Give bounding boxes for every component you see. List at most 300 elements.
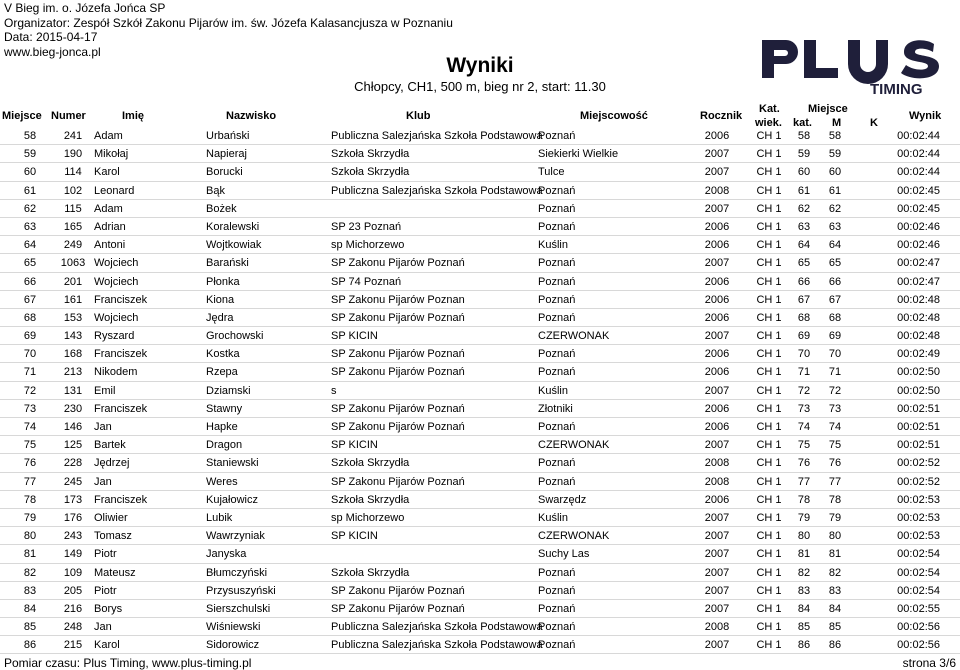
cell-nazwisko: Błumczyński [206, 566, 268, 579]
cell-kat: CH 1 [756, 602, 782, 615]
table-row [0, 564, 960, 582]
cell-katm: 75 [797, 439, 811, 452]
cell-imie: Mikołaj [94, 148, 129, 161]
cell-miasto: Poznań [538, 366, 576, 379]
cell-wynik: 00:02:45 [897, 184, 940, 197]
cell-kat: CH 1 [756, 220, 782, 233]
table-row [0, 582, 960, 600]
cell-rocznik: 2006 [704, 402, 730, 415]
cell-m: 63 [828, 220, 842, 233]
organizer: Organizator: Zespół Szkół Zakonu Pijarów im. św. Józefa Kalasancjusza w Poznaniu [4, 15, 453, 30]
cell-imie: Ryszard [94, 330, 135, 343]
cell-wynik: 00:02:51 [897, 402, 940, 415]
cell-m: 78 [828, 493, 842, 506]
cell-katm: 84 [797, 602, 811, 615]
cell-numer: 165 [63, 220, 83, 233]
cell-wynik: 00:02:50 [897, 366, 940, 379]
cell-miasto: Poznań [538, 184, 576, 197]
cell-rocznik: 2006 [704, 220, 730, 233]
cell-miasto: Poznań [538, 275, 576, 288]
cell-rocznik: 2006 [704, 239, 730, 252]
cell-wynik: 00:02:44 [897, 130, 940, 142]
cell-kat: CH 1 [756, 293, 782, 306]
cell-numer: 213 [63, 366, 83, 379]
cell-wynik: 00:02:48 [897, 330, 940, 343]
cell-wynik: 00:02:44 [897, 148, 940, 161]
cell-miejsce: 85 [23, 621, 37, 634]
header-miejsce-k: K [870, 117, 878, 129]
table-row [0, 363, 960, 381]
table-row [0, 400, 960, 418]
cell-m: 81 [828, 548, 842, 561]
cell-m: 82 [828, 566, 842, 579]
cell-wynik: 00:02:56 [897, 621, 940, 634]
cell-imie: Adam [94, 202, 123, 215]
cell-wynik: 00:02:54 [897, 584, 940, 597]
cell-nazwisko: Barański [206, 257, 249, 270]
cell-rocznik: 2006 [704, 421, 730, 433]
cell-klub: SP 23 Poznań [331, 220, 402, 233]
cell-numer: 168 [63, 348, 83, 361]
header-miejsce: Miejsce [2, 110, 42, 122]
cell-katm: 68 [797, 311, 811, 324]
cell-numer: 146 [63, 421, 83, 433]
event-name: V Bieg im. o. Józefa Jońca SP [4, 1, 166, 15]
table-row [0, 291, 960, 309]
cell-kat: CH 1 [756, 384, 782, 397]
cell-klub: SP KICIN [331, 439, 378, 452]
table-row [0, 327, 960, 345]
cell-kat: CH 1 [756, 457, 782, 470]
cell-imie: Emil [94, 384, 116, 397]
cell-m: 67 [828, 293, 842, 306]
cell-nazwisko: Weres [206, 475, 238, 488]
cell-numer: 1063 [60, 257, 86, 270]
cell-rocznik: 2007 [704, 566, 730, 579]
cell-m: 69 [828, 330, 842, 343]
cell-klub: SP Zakonu Pijarów Poznań [331, 602, 465, 615]
cell-m: 80 [828, 530, 842, 543]
table-row [0, 254, 960, 272]
cell-m: 68 [828, 311, 842, 324]
cell-miasto: Poznań [538, 566, 576, 579]
cell-numer: 249 [63, 239, 83, 252]
cell-numer: 243 [63, 530, 83, 543]
header-miejsce-m: M [832, 117, 842, 129]
cell-wynik: 00:02:50 [897, 384, 940, 397]
header-kat: Kat. [759, 103, 780, 115]
cell-klub: SP Zakonu Pijarów Poznan [331, 293, 465, 306]
footer [4, 656, 956, 670]
cell-katm: 82 [797, 566, 811, 579]
cell-m: 83 [828, 584, 842, 597]
cell-miejsce: 83 [23, 584, 37, 597]
page-number: strona 3/6 [902, 656, 956, 670]
cell-miejsce: 75 [23, 439, 37, 452]
cell-kat: CH 1 [756, 439, 782, 452]
cell-wynik: 00:02:48 [897, 311, 940, 324]
cell-rocznik: 2007 [704, 384, 730, 397]
cell-m: 60 [828, 166, 842, 179]
cell-kat: CH 1 [756, 239, 782, 252]
logo-text: TIMING [870, 81, 923, 98]
cell-kat: CH 1 [756, 184, 782, 197]
cell-klub: Publiczna Salezjańska Szkoła Podstawowa [331, 639, 543, 652]
cell-miejsce: 60 [23, 166, 37, 179]
cell-imie: Antoni [94, 239, 126, 252]
cell-numer: 245 [63, 475, 83, 488]
cell-miasto: Poznań [538, 584, 576, 597]
cell-numer: 161 [63, 293, 83, 306]
table-row [0, 163, 960, 181]
cell-m: 58 [828, 130, 842, 142]
cell-kat: CH 1 [756, 421, 782, 433]
cell-rocznik: 2007 [704, 202, 730, 215]
cell-miejsce: 63 [23, 220, 37, 233]
cell-kat: CH 1 [756, 621, 782, 634]
header-kat-wiek: wiek. [755, 117, 782, 129]
cell-numer: 143 [63, 330, 83, 343]
cell-m: 66 [828, 275, 842, 288]
cell-imie: Bartek [94, 439, 126, 452]
cell-kat: CH 1 [756, 130, 782, 142]
cell-numer: 131 [63, 384, 83, 397]
cell-katm: 81 [797, 548, 811, 561]
cell-katm: 86 [797, 639, 811, 652]
table-row [0, 236, 960, 254]
cell-miejsce: 68 [23, 311, 37, 324]
cell-miasto: Poznań [538, 457, 576, 470]
cell-miejsce: 62 [23, 202, 37, 215]
cell-miasto: CZERWONAK [538, 439, 610, 452]
cell-miejsce: 73 [23, 402, 37, 415]
cell-katm: 85 [797, 621, 811, 634]
header-rocznik: Rocznik [700, 110, 743, 122]
cell-wynik: 00:02:52 [897, 475, 940, 488]
table-header [0, 100, 960, 128]
cell-imie: Jan [94, 421, 112, 433]
cell-imie: Wojciech [94, 257, 139, 270]
cell-nazwisko: Borucki [206, 166, 243, 179]
cell-nazwisko: Sierszchulski [206, 602, 271, 615]
cell-numer: 190 [63, 148, 83, 161]
cell-klub: Szkoła Skrzydła [331, 148, 410, 161]
cell-miasto: Siekierki Wielkie [538, 148, 619, 161]
table-row [0, 454, 960, 472]
cell-wynik: 00:02:54 [897, 548, 940, 561]
cell-klub: Publiczna Salezjańska Szkoła Podstawowa [331, 184, 543, 197]
table-row [0, 418, 960, 436]
table-row [0, 145, 960, 163]
cell-miejsce: 58 [23, 130, 37, 142]
cell-katm: 78 [797, 493, 811, 506]
cell-rocznik: 2007 [704, 639, 730, 652]
table-row [0, 436, 960, 454]
cell-nazwisko: Janyska [206, 548, 247, 561]
cell-miasto: Poznań [538, 639, 576, 652]
cell-imie: Oliwier [94, 511, 128, 524]
cell-nazwisko: Wojtkowiak [206, 239, 262, 252]
cell-imie: Nikodem [94, 366, 138, 379]
cell-nazwisko: Kujałowicz [206, 493, 258, 506]
cell-katm: 69 [797, 330, 811, 343]
cell-klub: sp Michorzewo [331, 239, 405, 252]
cell-nazwisko: Kostka [206, 348, 240, 361]
cell-numer: 149 [63, 548, 83, 561]
cell-numer: 216 [63, 602, 83, 615]
cell-miasto: Poznań [538, 220, 576, 233]
cell-kat: CH 1 [756, 202, 782, 215]
header-miejsce-kat: kat. [793, 117, 812, 129]
table-row [0, 509, 960, 527]
cell-m: 62 [828, 202, 842, 215]
cell-numer: 125 [63, 439, 83, 452]
cell-klub: SP Zakonu Pijarów Poznań [331, 366, 465, 379]
cell-miasto: Tulce [538, 166, 565, 179]
cell-kat: CH 1 [756, 275, 782, 288]
cell-rocznik: 2007 [704, 257, 730, 270]
cell-rocznik: 2008 [704, 184, 730, 197]
cell-katm: 61 [797, 184, 811, 197]
cell-katm: 77 [797, 475, 811, 488]
cell-miasto: Poznań [538, 130, 576, 142]
cell-katm: 73 [797, 402, 811, 415]
cell-miejsce: 79 [23, 511, 37, 524]
cell-klub: SP Zakonu Pijarów Poznań [331, 584, 465, 597]
cell-klub: Publiczna Salezjańska Szkoła Podstawowa [331, 621, 543, 634]
cell-wynik: 00:02:45 [897, 202, 940, 215]
cell-rocznik: 2006 [704, 366, 730, 379]
cell-kat: CH 1 [756, 366, 782, 379]
cell-m: 84 [828, 602, 842, 615]
cell-m: 70 [828, 348, 842, 361]
cell-miejsce: 71 [23, 366, 37, 379]
cell-miejsce: 76 [23, 457, 37, 470]
cell-wynik: 00:02:55 [897, 602, 940, 615]
cell-numer: 102 [63, 184, 83, 197]
cell-m: 74 [828, 421, 842, 433]
table-row [0, 127, 960, 145]
cell-kat: CH 1 [756, 257, 782, 270]
cell-wynik: 00:02:56 [897, 639, 940, 652]
table-row [0, 527, 960, 545]
cell-nazwisko: Hapke [206, 421, 238, 433]
timing-credit: Pomiar czasu: Plus Timing, www.plus-timing.pl [4, 656, 252, 670]
cell-miejsce: 81 [23, 548, 37, 561]
cell-imie: Franciszek [94, 293, 148, 306]
cell-numer: 109 [63, 566, 83, 579]
cell-miasto: Kuślin [538, 239, 568, 252]
cell-wynik: 00:02:44 [897, 166, 940, 179]
cell-imie: Mateusz [94, 566, 136, 579]
cell-miasto: Poznań [538, 621, 576, 634]
cell-miasto: Swarzędz [538, 493, 587, 506]
cell-wynik: 00:02:47 [897, 257, 940, 270]
cell-nazwisko: Urbański [206, 130, 250, 142]
cell-rocznik: 2007 [704, 584, 730, 597]
cell-m: 64 [828, 239, 842, 252]
cell-nazwisko: Sidorowicz [206, 639, 260, 652]
cell-miejsce: 74 [23, 421, 37, 433]
event-info [4, 1, 453, 59]
table-row [0, 309, 960, 327]
cell-miasto: Złotniki [538, 402, 573, 415]
cell-miasto: Poznań [538, 602, 576, 615]
cell-katm: 66 [797, 275, 811, 288]
table-row [0, 491, 960, 509]
cell-miejsce: 77 [23, 475, 37, 488]
cell-katm: 58 [797, 130, 811, 142]
cell-katm: 60 [797, 166, 811, 179]
header-wynik: Wynik [909, 110, 942, 122]
cell-klub: Szkoła Skrzydła [331, 457, 410, 470]
cell-m: 77 [828, 475, 842, 488]
cell-miasto: Poznań [538, 311, 576, 324]
cell-imie: Wojciech [94, 275, 139, 288]
table-row [0, 382, 960, 400]
cell-numer: 153 [63, 311, 83, 324]
cell-klub: SP Zakonu Pijarów Poznań [331, 402, 465, 415]
cell-numer: 230 [63, 402, 83, 415]
cell-miasto: Poznań [538, 348, 576, 361]
cell-nazwisko: Kiona [206, 293, 235, 306]
table-row [0, 345, 960, 363]
cell-numer: 215 [63, 639, 83, 652]
cell-nazwisko: Płonka [206, 275, 240, 288]
cell-wynik: 00:02:46 [897, 220, 940, 233]
cell-miasto: CZERWONAK [538, 330, 610, 343]
cell-m: 61 [828, 184, 842, 197]
cell-imie: Tomasz [94, 530, 132, 543]
cell-katm: 76 [797, 457, 811, 470]
event-date: Data: 2015-04-17 [4, 30, 98, 44]
table-row [0, 200, 960, 218]
cell-m: 79 [828, 511, 842, 524]
cell-miejsce: 86 [23, 639, 37, 652]
cell-m: 59 [828, 148, 842, 161]
cell-miasto: Poznań [538, 257, 576, 270]
table-row [0, 636, 960, 654]
plus-timing-logo [758, 34, 958, 98]
cell-numer: 248 [63, 621, 83, 634]
cell-numer: 228 [63, 457, 83, 470]
cell-imie: Franciszek [94, 493, 148, 506]
table-row [0, 218, 960, 236]
cell-m: 76 [828, 457, 842, 470]
cell-nazwisko: Koralewski [206, 220, 260, 233]
cell-nazwisko: Lubik [206, 511, 233, 524]
cell-numer: 241 [63, 130, 83, 142]
cell-miejsce: 70 [23, 348, 37, 361]
table-row [0, 545, 960, 563]
cell-wynik: 00:02:53 [897, 530, 940, 543]
cell-klub: SP KICIN [331, 330, 378, 343]
cell-nazwisko: Dziamski [206, 384, 251, 397]
cell-wynik: 00:02:48 [897, 293, 940, 306]
cell-rocznik: 2007 [704, 602, 730, 615]
cell-wynik: 00:02:46 [897, 239, 940, 252]
cell-klub: SP 74 Poznań [331, 275, 402, 288]
table-row [0, 273, 960, 291]
cell-rocznik: 2007 [704, 148, 730, 161]
cell-katm: 80 [797, 530, 811, 543]
cell-imie: Leonard [94, 184, 135, 197]
table-row [0, 473, 960, 491]
cell-klub: SP Zakonu Pijarów Poznań [331, 475, 465, 488]
cell-nazwisko: Jędra [206, 311, 234, 324]
cell-katm: 62 [797, 202, 811, 215]
cell-klub: SP Zakonu Pijarów Poznań [331, 311, 465, 324]
event-website: www.bieg-jonca.pl [4, 44, 101, 59]
cell-katm: 59 [797, 148, 811, 161]
cell-rocznik: 2006 [704, 130, 730, 142]
cell-imie: Adrian [94, 220, 126, 233]
cell-m: 65 [828, 257, 842, 270]
cell-katm: 63 [797, 220, 811, 233]
cell-miasto: Poznań [538, 475, 576, 488]
cell-kat: CH 1 [756, 311, 782, 324]
cell-kat: CH 1 [756, 548, 782, 561]
cell-katm: 83 [797, 584, 811, 597]
cell-klub: Szkoła Skrzydła [331, 493, 410, 506]
cell-katm: 79 [797, 511, 811, 524]
cell-miejsce: 78 [23, 493, 37, 506]
cell-nazwisko: Przysuszyński [206, 584, 276, 597]
cell-miasto: Suchy Las [538, 548, 590, 561]
cell-kat: CH 1 [756, 475, 782, 488]
cell-miejsce: 84 [23, 602, 37, 615]
cell-rocznik: 2007 [704, 166, 730, 179]
cell-rocznik: 2008 [704, 621, 730, 634]
cell-m: 75 [828, 439, 842, 452]
cell-kat: CH 1 [756, 566, 782, 579]
table-row [0, 600, 960, 618]
table-row [0, 618, 960, 636]
cell-rocznik: 2007 [704, 511, 730, 524]
cell-rocznik: 2007 [704, 530, 730, 543]
cell-miejsce: 61 [23, 184, 37, 197]
cell-imie: Jędrzej [94, 457, 130, 470]
cell-wynik: 00:02:53 [897, 511, 940, 524]
cell-kat: CH 1 [756, 511, 782, 524]
cell-miejsce: 82 [23, 566, 37, 579]
cell-miejsce: 67 [23, 293, 37, 306]
cell-wynik: 00:02:51 [897, 421, 940, 433]
cell-miasto: CZERWONAK [538, 530, 610, 543]
cell-imie: Piotr [94, 548, 117, 561]
cell-miejsce: 59 [23, 148, 37, 161]
cell-nazwisko: Rzepa [206, 366, 238, 379]
cell-imie: Jan [94, 621, 112, 634]
cell-m: 73 [828, 402, 842, 415]
cell-miejsce: 66 [23, 275, 37, 288]
cell-wynik: 00:02:49 [897, 348, 940, 361]
header-miejscowosc: Miejscowość [580, 110, 648, 122]
results-table [0, 127, 960, 654]
cell-nazwisko: Napieraj [206, 148, 247, 161]
cell-katm: 72 [797, 384, 811, 397]
cell-katm: 67 [797, 293, 811, 306]
cell-kat: CH 1 [756, 639, 782, 652]
cell-rocznik: 2008 [704, 475, 730, 488]
cell-imie: Karol [94, 166, 120, 179]
table-row [0, 182, 960, 200]
cell-rocznik: 2007 [704, 439, 730, 452]
cell-wynik: 00:02:47 [897, 275, 940, 288]
cell-kat: CH 1 [756, 330, 782, 343]
cell-numer: 173 [63, 493, 83, 506]
cell-imie: Wojciech [94, 311, 139, 324]
